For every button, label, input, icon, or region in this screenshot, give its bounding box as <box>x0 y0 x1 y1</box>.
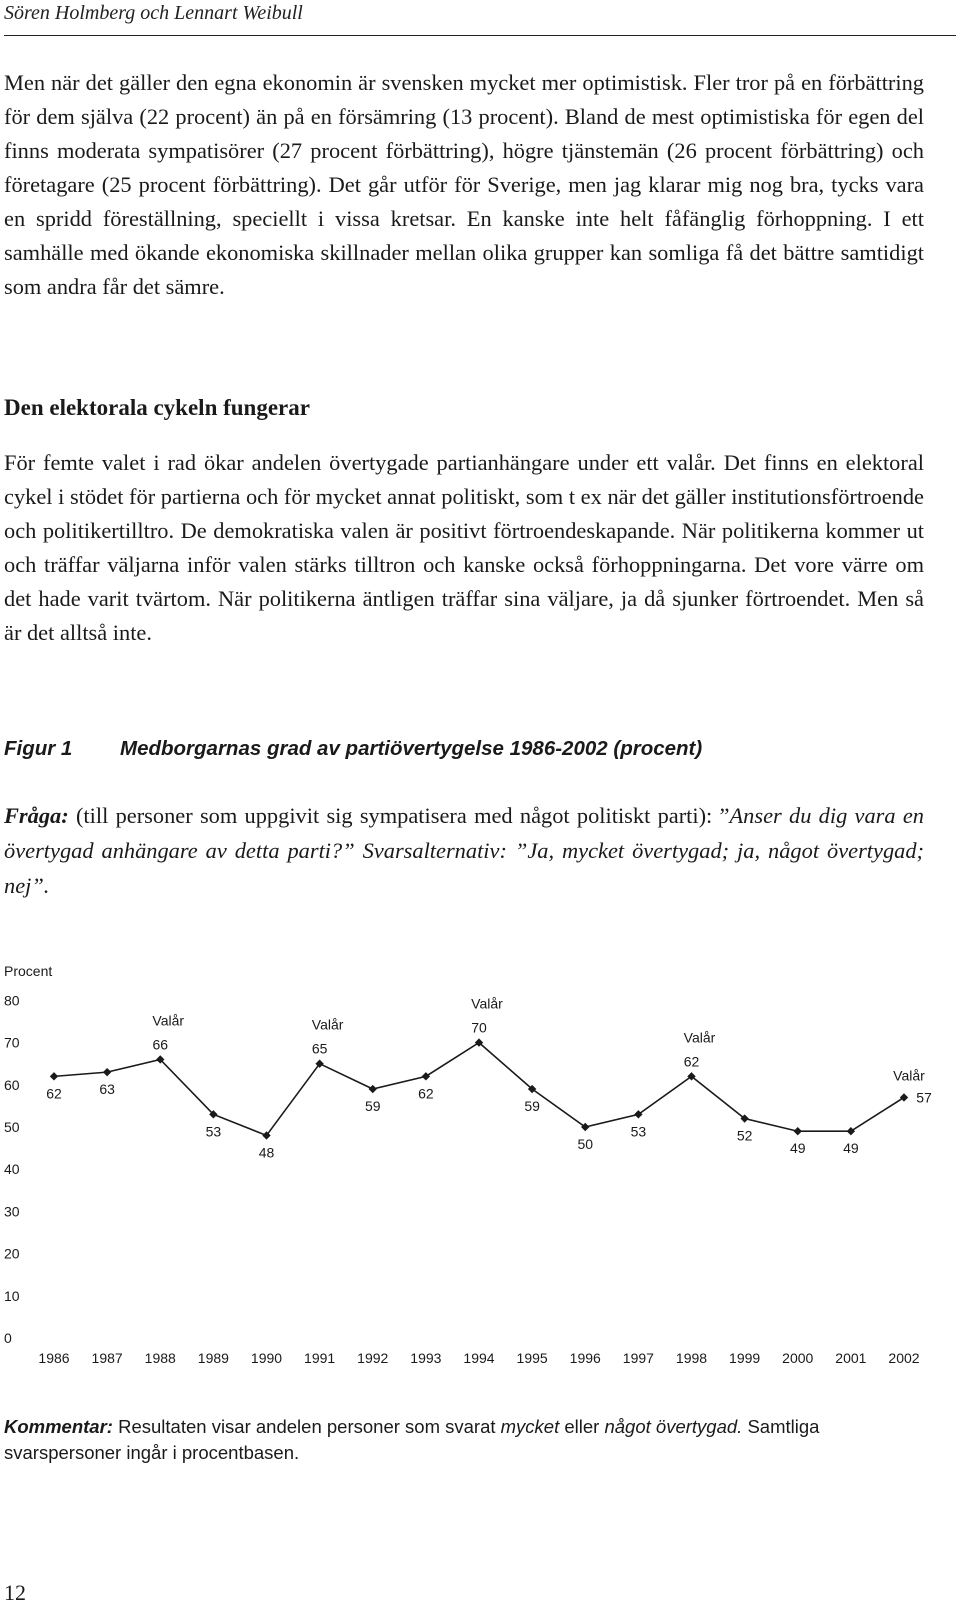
data-value-label: 49 <box>843 1140 859 1157</box>
x-tick-label: 2001 <box>835 1350 867 1366</box>
y-tick-label: 70 <box>4 1034 20 1051</box>
x-tick-label: 1993 <box>410 1350 442 1366</box>
y-tick-label: 50 <box>4 1119 20 1135</box>
data-value-label: 65 <box>311 1040 328 1057</box>
y-tick-label: 0 <box>4 1330 12 1346</box>
data-point-marker <box>103 1068 111 1076</box>
x-tick-label: 1989 <box>197 1350 229 1366</box>
data-value-label: 59 <box>364 1098 381 1115</box>
question-end: ”. <box>31 873 50 898</box>
figure-title: Medborgarnas grad av partiövertygelse 1986-2002 (procent) <box>120 737 703 760</box>
y-tick-label: 80 <box>4 992 20 1009</box>
x-tick-label: 1990 <box>250 1350 283 1366</box>
line-chart <box>0 955 960 1395</box>
section-heading: Den elektorala cykeln fungerar <box>4 395 310 420</box>
x-tick-label: 1995 <box>516 1350 548 1366</box>
election-year-annotation: Valår <box>311 1016 344 1033</box>
question-quote: Anser du dig vara en övertygad anhängare av detta parti?” Svarsalternativ: ”Ja, mycket övertygad; ja, något övertygad; nej <box>4 803 924 898</box>
data-point-marker <box>369 1085 377 1093</box>
paragraph-1-text: Men när det gäller den egna ekonomin är svensken mycket mer optimistisk. Fler tror på en förbättring för dem själva (22 procent) än på en försämring (13 procent). Bland de mest optimistiska för egen del finns moderata sympatisörer (27 procent förbättring), högre tjänstemän (26 procent förbättring) och företagare (25 procent förbättring). Det går utför för Sverige, men jag klarar mig nog bra, tycks vara en spridd föreställning, speciellt i vissa kretsar. En kanske inte helt fåfänglig förhoppning. I ett samhälle med ökande ekonomiska skillnader mellan olika grupper kan somliga få det bättre samtidigt som andra får det sämre. <box>4 70 924 299</box>
data-point-marker <box>422 1072 430 1080</box>
comment-text-3: Samtliga svarspersoner ingår i procentbasen. <box>4 1416 820 1463</box>
running-head: Sören Holmberg och Lennart Weibull <box>4 2 303 24</box>
data-value-label: 62 <box>418 1085 434 1102</box>
election-year-annotation: Valår <box>152 1012 185 1029</box>
comment-text-2: eller <box>559 1416 605 1437</box>
question-label: Fråga: <box>4 803 69 828</box>
data-value-label: 48 <box>258 1144 275 1161</box>
y-tick-label: 60 <box>4 1076 20 1093</box>
x-tick-label: 1991 <box>304 1350 336 1366</box>
y-tick-label: 10 <box>4 1287 20 1304</box>
y-tick-label: 30 <box>4 1203 20 1220</box>
data-value-label: 49 <box>789 1140 806 1157</box>
data-value-label: 57 <box>916 1089 932 1106</box>
data-value-label: 70 <box>471 1019 487 1036</box>
data-value-label: 66 <box>152 1036 169 1053</box>
figure-number: Figur 1 <box>4 737 73 760</box>
comment-emphasis-2: något övertygad. <box>604 1416 743 1437</box>
election-year-annotation: Valår <box>893 1067 925 1084</box>
series-line <box>54 1040 904 1136</box>
x-tick-label: 1994 <box>463 1350 495 1366</box>
y-tick-label: 20 <box>4 1245 20 1262</box>
election-year-annotation: Valår <box>471 995 503 1012</box>
paragraph-2 <box>4 446 924 650</box>
data-point-marker <box>900 1093 908 1101</box>
data-value-label: 59 <box>524 1098 540 1115</box>
paragraph-2-text: För femte valet i rad ökar andelen övertygade partianhängare under ett valår. Det finns en elektoral cykel i stödet för partierna och för mycket annat politiskt, som t ex när det gäller institutionsförtroende och politikertilltro. De demokratiska valen är positivt förtroendeskapande. När politikerna kommer ut och träffar väljarna inför valen stärks tilltron och kanske också förhoppningarna. Det vore värre om det hade varit tvärtom. När politikerna äntligen träffar sina väljare, ja då sjunker förtroendet. Men så är det alltså inte. <box>4 450 924 645</box>
page-number: 12 <box>4 1580 26 1605</box>
y-tick-label: 40 <box>4 1161 20 1178</box>
election-year-annotation: Valår <box>683 1029 716 1046</box>
x-tick-label: 1997 <box>622 1350 654 1366</box>
data-point-marker <box>794 1127 802 1135</box>
x-tick-label: 1999 <box>729 1350 761 1366</box>
data-value-label: 63 <box>99 1081 115 1098</box>
data-value-label: 50 <box>577 1136 594 1152</box>
data-point-marker <box>50 1072 58 1080</box>
comment-text-1: Resultaten visar andelen personer som svarat <box>112 1416 501 1437</box>
y-axis-title: Procent <box>4 963 53 979</box>
x-tick-label: 1998 <box>675 1350 708 1366</box>
figure-comment <box>4 1414 924 1466</box>
paragraph-1 <box>4 66 924 304</box>
x-tick-label: 1987 <box>91 1350 123 1366</box>
survey-question <box>4 798 924 903</box>
x-tick-label: 1988 <box>144 1350 176 1366</box>
header-rule <box>4 35 956 36</box>
x-tick-label: 2002 <box>888 1350 920 1366</box>
comment-emphasis-1: mycket <box>500 1416 560 1437</box>
data-value-label: 53 <box>205 1123 222 1140</box>
x-tick-label: 2000 <box>782 1350 814 1366</box>
data-value-label: 53 <box>630 1123 647 1140</box>
data-value-label: 62 <box>683 1053 700 1070</box>
x-tick-label: 1996 <box>569 1350 601 1366</box>
x-tick-label: 1992 <box>357 1350 389 1366</box>
data-point-marker <box>847 1127 855 1135</box>
question-intro: (till personer som uppgivit sig sympatisera med något politiskt parti): ” <box>68 803 730 828</box>
data-value-label: 62 <box>46 1085 62 1102</box>
comment-label: Kommentar: <box>4 1416 113 1437</box>
data-value-label: 52 <box>736 1127 753 1144</box>
x-tick-label: 1986 <box>38 1350 70 1366</box>
